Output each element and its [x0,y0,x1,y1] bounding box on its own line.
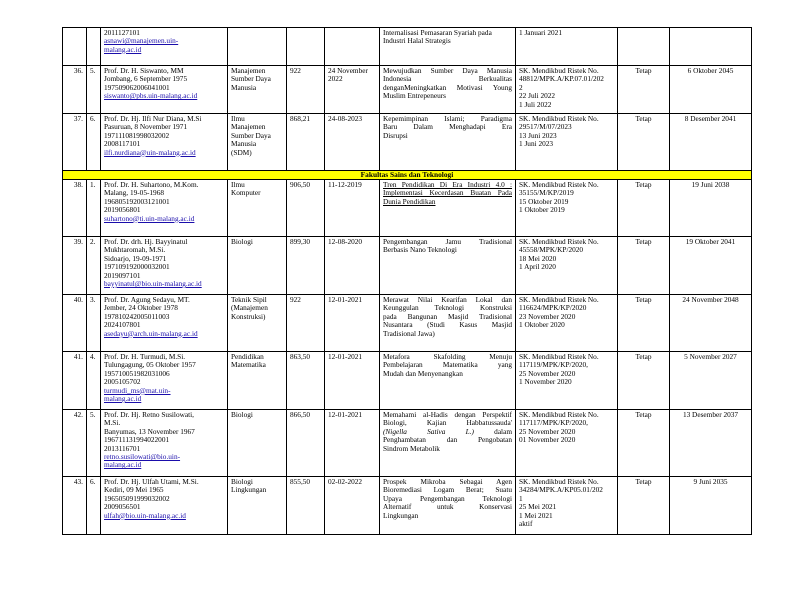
score-cell: 899,30 [287,237,325,295]
field-line: Pendidikan [231,352,264,361]
identity-cell [101,114,228,171]
retire-cell: 19 Juni 2038 [670,180,752,237]
row-number: 40. [63,295,87,352]
score-cell: 855,50 [287,477,325,535]
identity-cell [101,410,228,477]
sub-cell [87,28,101,66]
identity-line: Mukhtaromah, M.Si. [104,245,166,255]
sk-line: 1 Oktober 2019 [519,205,565,215]
field-line: Teknik Sipil [231,295,267,304]
research-line: Tren Pendidikan Di Era Industri 4.0 : [383,180,512,189]
research-line: Keunggulan Teknologi Konstruksi [383,303,512,313]
sk-line: 1 Juli 2022 [519,99,552,109]
field-cell [228,477,287,535]
research-line: Metafora Skafolding Menuju [383,352,512,361]
retire-cell: 19 Oktober 2041 [670,237,752,295]
score-cell: 863,50 [287,352,325,410]
research-line: Baru Dalam Menghadapi Era [383,122,512,132]
research-line: Disrupsi [383,130,408,140]
faculty-sub-number: 2. [87,237,101,295]
research-cell [380,410,516,477]
sk-line: 1 Oktober 2020 [519,320,565,330]
research-line: Pembelajaran Matematika yang [383,360,512,370]
identity-cell [101,352,228,410]
field-cell [228,237,287,295]
sk-cell [516,237,618,295]
email-link[interactable]: ilfi.nurdiana@uin-malang.ac.id [104,147,196,157]
identity-line: 196711131994022001 [104,435,170,445]
status-cell: Tetap [618,410,670,477]
faculty-sub-number: 5. [87,410,101,477]
sk-line: 1 [519,493,523,503]
retire-cell [670,28,752,66]
field-cell [228,295,287,352]
row-number: 42. [63,410,87,477]
status-cell: Tetap [618,180,670,237]
identity-line: Banyumas, 13 November 1967 [104,426,195,436]
retire-cell: 13 Desember 2037 [670,410,752,477]
field-line: (SDM) [231,147,252,157]
sk-line: SK. Mendikbud Ristek No. [519,237,599,246]
identity-line: Jember, 24 Oktober 1978 [104,303,178,313]
sk-line: 22 Juli 2022 [519,91,556,101]
sk-line: 35155/M/KP/2019 [519,188,574,198]
identity-line: Kediri, 09 Mei 1965 [104,485,164,495]
status-cell: Tetap [618,66,670,114]
sk-line: 18 Mei 2020 [519,253,557,263]
sk-line: SK. Mendikbud Ristek No. [519,477,599,486]
table-row [63,114,752,171]
status-cell: Tetap [618,114,670,171]
research-line: pada Bangunan Masjid Tradisional [383,311,512,321]
identity-line: M.Si. [104,418,121,428]
research-cell [380,477,516,535]
identity-cell [101,295,228,352]
row-number: 43. [63,477,87,535]
status-cell: Tetap [618,295,670,352]
score-cell: 922 [287,295,325,352]
research-line: (Nigella Sativa L.) dalam [383,426,512,436]
identity-line: Prof. Dr. H. Siswanto, MM [104,66,184,75]
identity-line: Sidoarjo, 19-09-1971 [104,253,167,263]
row-number: 41. [63,352,87,410]
research-cell [380,237,516,295]
table-row [63,352,752,410]
field-line: Ilmu [231,180,245,189]
identity-line: Jombang, 6 September 1975 [104,74,188,84]
score-cell: 866,50 [287,410,325,477]
table-row [63,295,752,352]
research-line: Sindrom Metabolik [383,443,440,453]
sk-cell [516,410,618,477]
research-line: Mudah dan Menyenangkan [383,368,463,378]
sk-line: SK. Mendikbud Ristek No. [519,180,599,189]
retire-cell: 8 Desember 2041 [670,114,752,171]
email-link[interactable]: suhartono@ti.uin-malang.ac.id [104,213,195,223]
identity-line: 196805192003121001 [104,196,170,206]
research-cell [380,28,516,66]
table-row [63,66,752,114]
date-cell: 12-08-2020 [325,237,380,295]
email-link[interactable]: retno.susilowati@bio.uin- [104,452,181,462]
field-line: Komputer [231,188,261,198]
sk-line: SK. Mendikbud Ristek No. [519,114,599,123]
research-line: Nusantara (Studi Kasus Masjid [383,320,512,330]
email-link[interactable]: asedayu@arch.uin-malang.ac.id [104,328,198,338]
field-line: (Manajemen [231,303,268,313]
field-line: Konstruksi) [231,311,266,321]
field-line: Matematika [231,360,266,370]
retire-cell: 5 November 2027 [670,352,752,410]
research-line: Lingkungan [383,510,419,520]
field-line: Lingkungan [231,485,267,495]
email-link[interactable]: turmudi_ms@mat.uin- [104,385,171,395]
identity-line: 197109192000032001 [104,262,170,272]
row-number: 36. [63,66,87,114]
sk-line: 25 November 2020 [519,368,576,378]
sk-cell [516,352,618,410]
email-link[interactable]: malang.ac.id [104,394,142,404]
email-link[interactable]: malang.ac.id [104,44,142,54]
field-line: Manusia [231,82,257,92]
sk-line: 25 Mei 2021 [519,502,557,512]
sk-line: 2 [519,82,523,92]
identity-line: Malang, 19-05-1968 [104,188,164,198]
sk-cell [516,114,618,171]
sk-line: 15 Oktober 2019 [519,196,569,206]
identity-line: 2024107801 [104,320,141,330]
date-cell [325,28,380,66]
identity-line: Prof. Dr. H. Turmudi, M.Si. [104,352,186,361]
email-link[interactable]: siswanto@pbs.uin-malang.ac.id [104,91,198,101]
sk-line: 29517/M/07/2023 [519,122,572,132]
research-line: Penghambatan dan Pengobatan [383,435,512,445]
sk-line: SK. Mendikbud Ristek No. [519,295,599,304]
date-cell: 12-01-2021 [325,295,380,352]
identity-cell [101,66,228,114]
field-cell [228,28,287,66]
research-line: Biologi, Kajian Habbatussauda' [383,418,512,428]
sk-line: 1 November 2020 [519,377,572,387]
field-cell [228,180,287,237]
research-line: Bioremediasi Logam Berat; Suatu [383,485,512,495]
score-cell [287,28,325,66]
row-number: 39. [63,237,87,295]
email-link[interactable]: malang.ac.id [104,460,142,470]
cell-line: 1 Januari 2021 [519,28,562,37]
research-cell [380,114,516,171]
retire-cell: 9 Juni 2035 [670,477,752,535]
faculty-sub-number: 6. [87,477,101,535]
sk-line: aktif [519,519,533,529]
field-cell [228,66,287,114]
field-line: Sumber Daya [231,74,271,84]
sk-line: 25 November 2020 [519,426,576,436]
sk-line: 1 April 2020 [519,262,556,272]
identity-line: 197111081998032002 [104,130,170,140]
identity-line: Prof. Dr. Hj. Ilfi Nur Diana, M.Si [104,114,202,123]
sk-line: 01 November 2020 [519,435,576,445]
faculty-sub-number: 4. [87,352,101,410]
identity-line: 2019097101 [104,270,141,280]
email-link[interactable]: asnawi@manajemen.uin- [104,36,179,46]
status-cell: Tetap [618,352,670,410]
sk-line: 13 Juni 2023 [519,130,557,140]
date-cell: 02-02-2022 [325,477,380,535]
identity-line: Prof. Dr. Hj. Ulfah Utami, M.Si. [104,477,199,486]
sk-cell [516,66,618,114]
identity-cell [101,237,228,295]
field-line: Ilmu [231,114,245,123]
sk-cell [516,295,618,352]
table-row [63,237,752,295]
research-line: denganMeningkatkan Motivasi Young [383,82,512,92]
row-number: 37. [63,114,87,171]
identity-cell [101,28,228,66]
score-cell: 868,21 [287,114,325,171]
research-line: Kepemimpinan Islami; Paradigma [383,114,512,123]
row-number: 38. [63,180,87,237]
field-cell [228,114,287,171]
status-cell: Tetap [618,237,670,295]
research-cell [380,295,516,352]
score-cell: 906,50 [287,180,325,237]
email-link[interactable]: ulfah@bio.uin-malang.ac.id [104,510,186,520]
score-cell: 922 [287,66,325,114]
identity-line: 2008117101 [104,139,141,149]
research-line: Prospek Mikroba Sebagai Agen [383,477,512,486]
retire-cell: 24 November 2048 [670,295,752,352]
sk-line: 1 Mei 2021 [519,510,553,520]
research-line: Muslim Entrepeneurs [383,91,447,101]
identity-line: 197810242005011003 [104,311,170,321]
field-line: Manajemen [231,66,266,75]
identity-line: Tulungagung, 05 Oktober 1957 [104,360,196,370]
faculty-sub-number: 5. [87,66,101,114]
sk-line: SK. Mendikbud Ristek No. [519,352,599,361]
research-line: Memahami al-Hadis dengan Perspektif [383,410,512,419]
sk-line: 117117/MPK/KP/2020, [519,418,588,428]
research-line: Pengembangan Jamu Tradisional [383,237,512,246]
sk-cell [516,477,618,535]
identity-line: Prof. Dr. Hj. Retno Susilowati, [104,410,194,419]
identity-line: Prof. Dr. Agung Sedayu, MT. [104,295,190,304]
date-cell: 12-01-2021 [325,410,380,477]
sk-line: 23 November 2020 [519,311,576,321]
research-line: Indonesia Berkualitas [383,74,512,84]
identity-cell [101,477,228,535]
field-line: Biologi [231,477,253,486]
identity-line: Prof. Dr. drh. Hj. Bayyinatul [104,237,188,246]
research-cell [380,66,516,114]
identity-line: 197509062006041001 [104,82,170,92]
table-row [63,477,752,535]
identity-line: 2009056501 [104,502,141,512]
sk-line: SK. Mendikbud Ristek No. [519,410,599,419]
research-line: Mewujudkan Sumber Daya Manusia [383,66,512,75]
status-cell: Tetap [618,477,670,535]
field-line: Manusia [231,139,257,149]
table-row [63,180,752,237]
research-line: Dunia Pendidikan [383,196,436,206]
research-line: Tradisional Jawa) [383,328,435,338]
research-line: Berbasis Nano Teknologi [383,245,457,255]
sk-line: SK. Mendikbud Ristek No. [519,66,599,75]
research-line: Alternatif untuk Konservasi [383,502,512,512]
sk-line: 1 Juni 2023 [519,139,554,149]
table-row [63,410,752,477]
sk-line: 48812/MPK.A/KP.07.01/202 [519,74,604,84]
faculty-sub-number: 1. [87,180,101,237]
faculty-sub-number: 3. [87,295,101,352]
research-line: Implementasi Kecerdasan Buatan Pada [383,188,512,198]
sk-cell [516,180,618,237]
research-line: Merawat Nilai Kearifan Lokal dan [383,295,512,304]
date-cell: 11-12-2019 [325,180,380,237]
identity-line: Prof. Dr. H. Suhartono, M.Kom. [104,180,199,189]
identity-line: 2013116701 [104,443,141,453]
sk-line: 34284/MPK.A/KP05.01/202 [519,485,603,495]
research-cell [380,352,516,410]
section-row [63,171,752,180]
email-link[interactable]: bayyinatul@bio.uin-malang.ac.id [104,279,202,289]
table-row-continued [63,28,752,66]
faculty-sub-number: 6. [87,114,101,171]
sk-line: 45558/MPK/KP/2020 [519,245,584,255]
identity-line: 195710051982031006 [104,368,170,378]
field-cell [228,410,287,477]
identity-line: 196505091999032002 [104,493,170,503]
identity-line: Pasuruan, 8 November 1971 [104,122,188,132]
date-cell: 24 November 2022 [325,66,380,114]
field-cell [228,352,287,410]
date-cell: 24-08-2023 [325,114,380,171]
cell-line: 2011127101 [104,28,140,37]
cell-line: Internalisasi Pemasaran Syariah pada [383,28,492,37]
identity-line: 2005105702 [104,377,141,387]
professor-table [62,27,752,535]
status-cell [618,28,670,66]
sk-line: 117119/MPK/KP/2020, [519,360,588,370]
field-line: Biologi [231,237,253,246]
field-line: Manajemen [231,122,266,132]
date-cell: 12-01-2021 [325,352,380,410]
retire-cell: 6 Oktober 2045 [670,66,752,114]
identity-cell [101,180,228,237]
sk-cell [516,28,618,66]
no-cell [63,28,87,66]
sk-line: 116624/MPK/KP/2020 [519,303,587,313]
research-cell [380,180,516,237]
research-line: Upaya Pengembangan Teknologi [383,493,512,503]
field-line: Sumber Daya [231,130,271,140]
identity-line: 2019056801 [104,205,141,215]
section-title: Fakultas Sains dan Teknologi [63,171,752,180]
cell-line: Industri Halal Strategis [383,36,451,46]
field-line: Biologi [231,410,253,419]
